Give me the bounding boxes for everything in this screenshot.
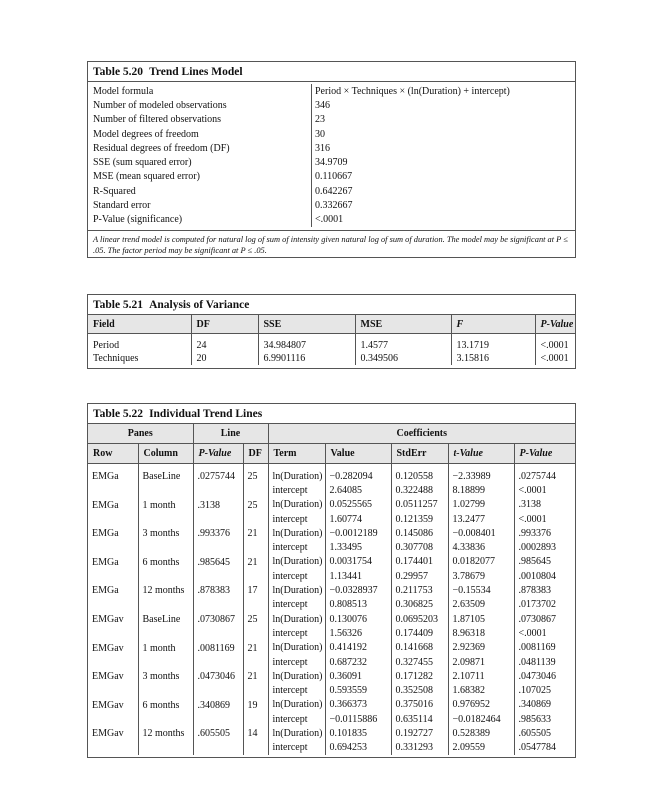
table-cell: .340869 xyxy=(514,698,575,712)
caption-number: Table 5.22 xyxy=(93,408,144,420)
table-cell: 0.141668 xyxy=(391,641,448,655)
table-cell: 0.121359 xyxy=(391,512,448,526)
table-row xyxy=(88,334,575,353)
table-cell: 0.635114 xyxy=(391,712,448,726)
table-cell: .0081169 xyxy=(514,641,575,655)
table-cell: 12 months xyxy=(138,583,193,612)
analysis-of-variance-table xyxy=(87,294,576,369)
table-cell: .0481139 xyxy=(514,655,575,669)
table-cell: <.0001 xyxy=(535,334,575,353)
table-cell: intercept xyxy=(268,712,325,726)
column-header: t-Value xyxy=(448,444,514,464)
row-value: 30 xyxy=(311,127,575,141)
table-cell: −0.008401 xyxy=(448,526,514,540)
group-header-coefficients: Coefficients xyxy=(268,424,575,444)
row-value: 316 xyxy=(311,141,575,155)
table-cell: 0.36091 xyxy=(325,669,391,683)
table-row xyxy=(88,583,575,597)
table-caption xyxy=(88,62,575,82)
table-row xyxy=(88,555,575,569)
table-cell: EMGa xyxy=(92,471,119,482)
table-cell: .0730867 xyxy=(193,612,243,641)
table-cell: .605505 xyxy=(514,726,575,740)
table-cell: 1 month xyxy=(138,498,193,527)
table-cell: 1.60774 xyxy=(325,512,391,526)
table-cell: EMGav xyxy=(92,699,124,711)
row-label: SSE (sum squared error) xyxy=(93,157,192,169)
table-cell: ln(Duration) xyxy=(268,669,325,683)
table-cell: EMGav xyxy=(92,642,124,654)
table-cell: −2.33989 xyxy=(448,469,514,483)
table-cell: 0.29957 xyxy=(391,569,448,583)
table-cell: intercept xyxy=(268,512,325,526)
table-cell: ln(Duration) xyxy=(268,498,325,512)
row-value: Period × Techniques × (ln(Duration) + intercept) xyxy=(311,84,575,98)
row-value: 34.9709 xyxy=(311,155,575,169)
table-cell: 25 xyxy=(243,469,268,498)
model-row xyxy=(88,184,575,198)
table-cell: Period xyxy=(93,340,120,351)
column-header: Field xyxy=(88,315,191,334)
row-value: 0.110667 xyxy=(311,170,575,184)
trend-lines-model-table xyxy=(87,61,576,258)
column-header: StdErr xyxy=(391,444,448,464)
table-row xyxy=(88,469,575,483)
table-cell: BaseLine xyxy=(138,469,193,498)
caption-number: Table 5.20 xyxy=(93,66,144,78)
table-cell: .0002893 xyxy=(514,540,575,554)
table-cell: 0.808513 xyxy=(325,598,391,612)
table-cell: 2.09559 xyxy=(448,741,514,755)
row-value: 23 xyxy=(311,113,575,127)
table-cell: 21 xyxy=(243,641,268,670)
table-cell: .0473046 xyxy=(514,669,575,683)
table-cell: 25 xyxy=(243,498,268,527)
table-cell: 1.87105 xyxy=(448,612,514,626)
table-cell: 1.4577 xyxy=(355,334,451,353)
table-cell: .0275744 xyxy=(193,469,243,498)
table-cell: 0.976952 xyxy=(448,698,514,712)
table-cell: ln(Duration) xyxy=(268,641,325,655)
table-cell: EMGav xyxy=(92,728,124,740)
model-row xyxy=(88,127,575,141)
table-cell: EMGa xyxy=(92,528,119,540)
table-caption xyxy=(88,404,575,424)
table-cell: intercept xyxy=(268,598,325,612)
table-cell: EMGa xyxy=(92,499,119,511)
table-cell: 8.96318 xyxy=(448,626,514,640)
table-cell: .878383 xyxy=(193,583,243,612)
table-cell: <.0001 xyxy=(514,512,575,526)
table-cell: 20 xyxy=(191,352,258,365)
table-cell: 0.352508 xyxy=(391,683,448,697)
model-row xyxy=(88,155,575,169)
row-label: Model formula xyxy=(93,85,154,97)
column-header: P-Value xyxy=(514,444,575,464)
table-cell: 0.331293 xyxy=(391,741,448,755)
table-cell: 0.0511257 xyxy=(391,498,448,512)
table-cell: intercept xyxy=(268,540,325,554)
table-cell: .3138 xyxy=(514,498,575,512)
table-cell: 0.0525565 xyxy=(325,498,391,512)
table-cell: 0.366373 xyxy=(325,698,391,712)
table-cell: 0.687232 xyxy=(325,655,391,669)
table-cell: 0.0695203 xyxy=(391,612,448,626)
column-header: SSE xyxy=(258,315,355,334)
row-label: P-Value (significance) xyxy=(93,214,183,226)
table-cell: 1 month xyxy=(138,641,193,670)
table-cell: ln(Duration) xyxy=(268,698,325,712)
table-cell: 0.414192 xyxy=(325,641,391,655)
table-cell: 0.528389 xyxy=(448,726,514,740)
table-cell: .107025 xyxy=(514,683,575,697)
table-row xyxy=(88,612,575,626)
table-cell: intercept xyxy=(268,569,325,583)
group-header-line: Line xyxy=(193,424,268,444)
table-cell: 13.1719 xyxy=(451,334,535,353)
table-cell: BaseLine xyxy=(138,612,193,641)
table-cell: .985645 xyxy=(514,555,575,569)
model-row xyxy=(88,84,575,98)
column-header: Column xyxy=(138,444,193,464)
trend-lines-grid xyxy=(88,424,575,755)
table-cell: 0.174401 xyxy=(391,555,448,569)
table-cell: 21 xyxy=(243,555,268,584)
table-cell: 0.171282 xyxy=(391,669,448,683)
row-value: 346 xyxy=(311,98,575,112)
column-header: P-Value xyxy=(193,444,243,464)
table-cell: 25 xyxy=(243,612,268,641)
column-header: MSE xyxy=(355,315,451,334)
table-cell: .605505 xyxy=(193,726,243,755)
table-cell: 21 xyxy=(243,526,268,555)
model-row xyxy=(88,98,575,112)
column-header: DF xyxy=(191,315,258,334)
model-rows xyxy=(88,82,575,231)
table-cell: ln(Duration) xyxy=(268,583,325,597)
table-cell: EMGa xyxy=(92,585,119,597)
row-value: 0.332667 xyxy=(311,198,575,212)
table-row xyxy=(88,669,575,683)
table-cell: 1.56326 xyxy=(325,626,391,640)
table-row xyxy=(88,698,575,712)
table-cell: 3.78679 xyxy=(448,569,514,583)
table-cell: 13.2477 xyxy=(448,512,514,526)
table-row xyxy=(88,726,575,740)
table-cell: .0730867 xyxy=(514,612,575,626)
table-cell: intercept xyxy=(268,683,325,697)
table-cell: .0473046 xyxy=(193,669,243,698)
table-cell: 6 months xyxy=(138,555,193,584)
table-cell: −0.0328937 xyxy=(325,583,391,597)
table-cell: 2.64085 xyxy=(325,483,391,497)
table-cell: ln(Duration) xyxy=(268,555,325,569)
table-cell: EMGa xyxy=(92,556,119,568)
table-cell: ln(Duration) xyxy=(268,469,325,483)
table-cell: 6.9901116 xyxy=(258,352,355,365)
caption-title: Analysis of Variance xyxy=(149,299,250,311)
table-cell: .340869 xyxy=(193,698,243,727)
table-cell: 0.0031754 xyxy=(325,555,391,569)
table-cell: .0081169 xyxy=(193,641,243,670)
table-cell: .0173702 xyxy=(514,598,575,612)
table-cell: intercept xyxy=(268,655,325,669)
table-cell: 0.145086 xyxy=(391,526,448,540)
table-cell: 0.130076 xyxy=(325,612,391,626)
table-cell: −0.0115886 xyxy=(325,712,391,726)
table-cell: .878383 xyxy=(514,583,575,597)
column-header: F xyxy=(451,315,535,334)
table-cell: 2.92369 xyxy=(448,641,514,655)
table-cell: .0010804 xyxy=(514,569,575,583)
table-cell: −0.15534 xyxy=(448,583,514,597)
table-cell: 0.101835 xyxy=(325,726,391,740)
column-header: DF xyxy=(243,444,268,464)
table-row xyxy=(88,641,575,655)
row-label: Number of filtered observations xyxy=(93,114,222,126)
table-cell: −0.0012189 xyxy=(325,526,391,540)
table-cell: 1.33495 xyxy=(325,540,391,554)
model-row xyxy=(88,170,575,184)
table-cell: −0.0182464 xyxy=(448,712,514,726)
table-cell: ln(Duration) xyxy=(268,726,325,740)
table-cell: 14 xyxy=(243,726,268,755)
table-cell: .3138 xyxy=(193,498,243,527)
table-cell: .0275744 xyxy=(514,469,575,483)
row-label: R-Squared xyxy=(93,185,136,197)
row-label: Number of modeled observations xyxy=(93,99,227,111)
table-cell: 3.15816 xyxy=(451,352,535,365)
table-cell: intercept xyxy=(268,483,325,497)
table-cell: 3 months xyxy=(138,526,193,555)
table-cell: Techniques xyxy=(93,353,139,364)
caption-title: Individual Trend Lines xyxy=(149,408,263,420)
table-cell: intercept xyxy=(268,626,325,640)
table-cell: 0.375016 xyxy=(391,698,448,712)
table-cell: 4.33836 xyxy=(448,540,514,554)
table-cell: .985645 xyxy=(193,555,243,584)
model-row xyxy=(88,141,575,155)
table-cell: −0.282094 xyxy=(325,469,391,483)
table-cell: <.0001 xyxy=(514,483,575,497)
table-note: A linear trend model is computed for natural log of sum of intensity given natural log of sum of duration. The model may be significant at P ≤ .05. The factor period may be significant at P ≤ .05. xyxy=(93,234,568,256)
model-row xyxy=(88,198,575,212)
table-cell: 6 months xyxy=(138,698,193,727)
column-header: Value xyxy=(325,444,391,464)
table-cell: 0.327455 xyxy=(391,655,448,669)
row-label: Model degrees of freedom xyxy=(93,128,199,140)
table-cell: ln(Duration) xyxy=(268,526,325,540)
table-cell: 0.192727 xyxy=(391,726,448,740)
table-row xyxy=(88,498,575,512)
row-label: MSE (mean squared error) xyxy=(93,171,200,183)
table-cell: .985633 xyxy=(514,712,575,726)
table-cell: 2.09871 xyxy=(448,655,514,669)
table-cell: 1.02799 xyxy=(448,498,514,512)
table-cell: 21 xyxy=(243,669,268,698)
group-header-panes: Panes xyxy=(88,424,193,444)
table-cell: 0.120558 xyxy=(391,469,448,483)
table-cell: 0.174409 xyxy=(391,626,448,640)
model-row xyxy=(88,213,575,227)
table-cell: 1.13441 xyxy=(325,569,391,583)
table-cell: 0.211753 xyxy=(391,583,448,597)
table-cell: EMGav xyxy=(92,613,124,625)
column-header: Term xyxy=(268,444,325,464)
table-cell: 2.63509 xyxy=(448,598,514,612)
table-cell: 3 months xyxy=(138,669,193,698)
table-caption xyxy=(88,295,575,315)
table-cell: 34.984807 xyxy=(258,334,355,353)
individual-trend-lines-table xyxy=(87,403,576,758)
table-cell: 0.322488 xyxy=(391,483,448,497)
table-cell: .993376 xyxy=(514,526,575,540)
table-cell: .993376 xyxy=(193,526,243,555)
column-header: Row xyxy=(88,444,138,464)
table-cell: 0.307708 xyxy=(391,540,448,554)
model-row xyxy=(88,113,575,127)
table-cell: 19 xyxy=(243,698,268,727)
caption-number: Table 5.21 xyxy=(93,299,144,311)
anova-grid xyxy=(88,315,575,365)
table-cell: 12 months xyxy=(138,726,193,755)
table-cell: 17 xyxy=(243,583,268,612)
table-cell: 0.694253 xyxy=(325,741,391,755)
table-cell: 8.18899 xyxy=(448,483,514,497)
table-cell: 2.10711 xyxy=(448,669,514,683)
caption-title: Trend Lines Model xyxy=(149,66,243,78)
table-cell: 1.68382 xyxy=(448,683,514,697)
row-label: Standard error xyxy=(93,200,151,212)
table-cell: intercept xyxy=(268,741,325,755)
table-cell: 0.349506 xyxy=(355,352,451,365)
table-row xyxy=(88,352,575,365)
table-cell: 24 xyxy=(191,334,258,353)
column-header: P-Value xyxy=(535,315,575,334)
row-label: Residual degrees of freedom (DF) xyxy=(93,142,230,154)
table-cell: <.0001 xyxy=(514,626,575,640)
table-cell: 0.593559 xyxy=(325,683,391,697)
table-cell: 0.306825 xyxy=(391,598,448,612)
row-value: <.0001 xyxy=(311,213,575,227)
table-cell: ln(Duration) xyxy=(268,612,325,626)
table-row xyxy=(88,526,575,540)
table-cell: EMGav xyxy=(92,671,124,683)
table-cell: <.0001 xyxy=(535,352,575,365)
row-value: 0.642267 xyxy=(311,184,575,198)
table-cell: .0547784 xyxy=(514,741,575,755)
table-cell: 0.0182077 xyxy=(448,555,514,569)
